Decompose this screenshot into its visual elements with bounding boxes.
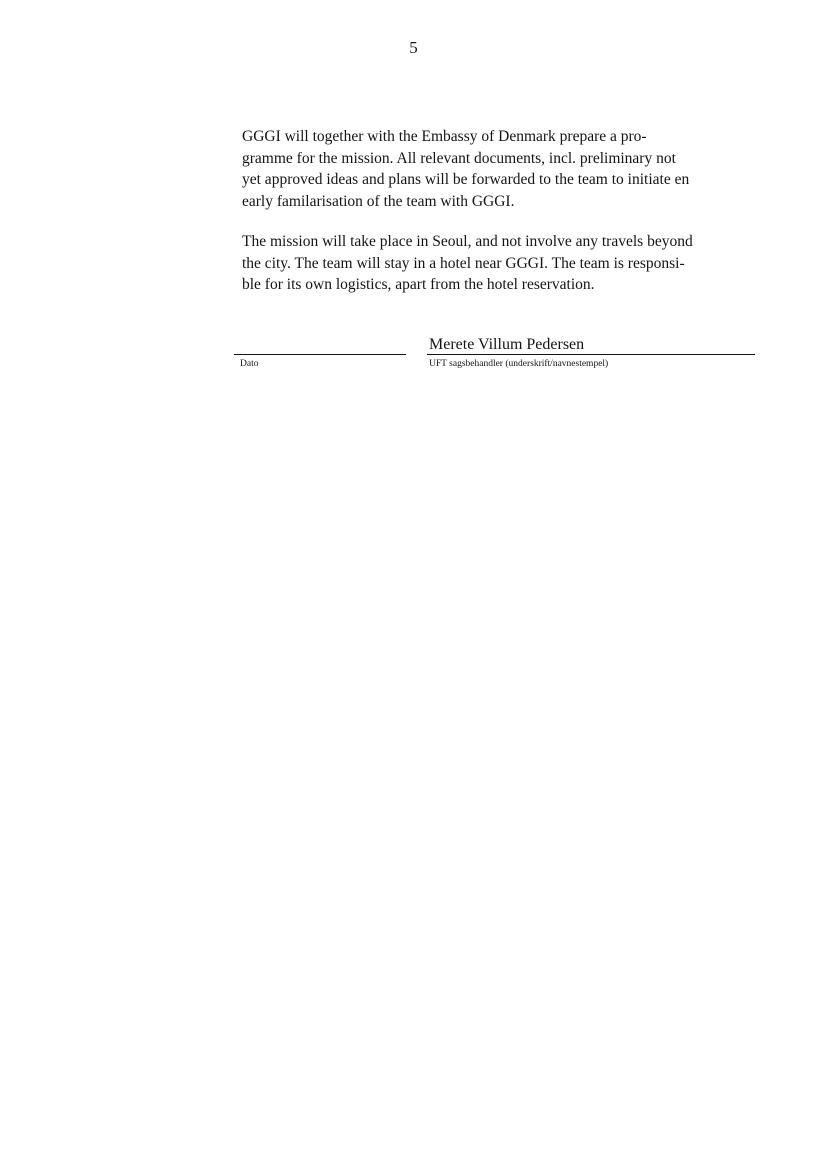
- paragraph-line: gramme for the mission. All relevant documents, incl. preliminary not: [242, 149, 676, 167]
- paragraph-programme: [242, 126, 752, 212]
- paragraph-line: yet approved ideas and plans will be forwarded to the team to initiate en: [242, 171, 690, 188]
- date-signature-line: [234, 354, 406, 355]
- paragraph-logistics: [242, 231, 752, 296]
- paragraph-line: The mission will take place in Seoul, and not involve any travels beyond: [242, 233, 693, 250]
- signer-caption: UFT sagsbehandler (underskrift/navnestempel): [429, 359, 609, 369]
- paragraph-line: the city. The team will stay in a hotel near GGGI. The team is responsi-: [242, 254, 685, 272]
- paragraph-line: GGGI will together with the Embassy of Denmark prepare a pro-: [242, 128, 647, 145]
- signer-signature-line: [427, 354, 755, 355]
- paragraph-line: ble for its own logistics, apart from the hotel reservation.: [242, 276, 595, 293]
- paragraph-line: early familarisation of the team with GGGI.: [242, 192, 515, 210]
- signer-name: Merete Villum Pedersen: [429, 336, 585, 353]
- date-caption: Dato: [240, 359, 259, 369]
- page-number: 5: [409, 38, 418, 57]
